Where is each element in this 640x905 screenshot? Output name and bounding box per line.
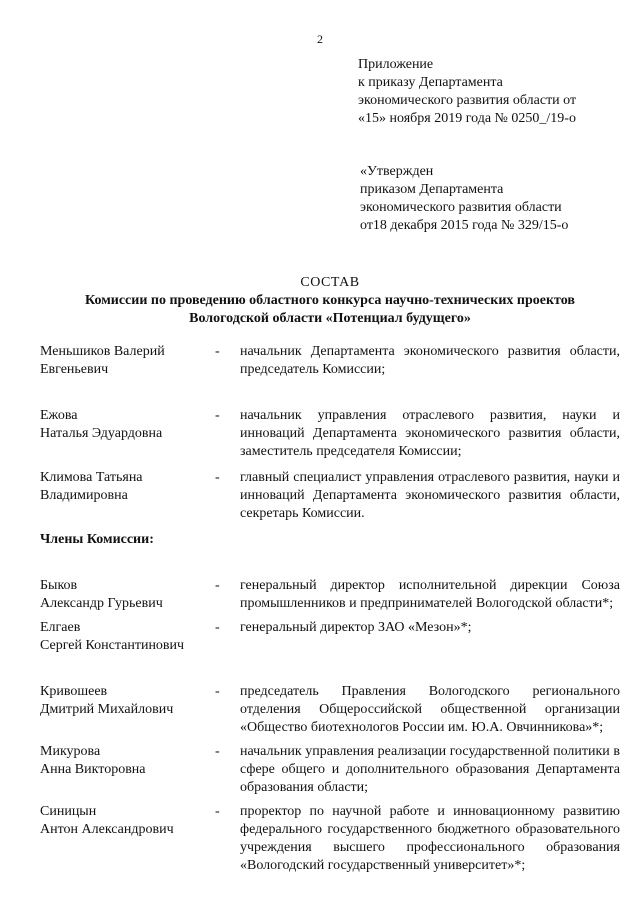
member-role: проректор по научной работе и инновационному развитию федерального государственного бюджетного образовательного учреждения высшего профессионального образования «Вологодский государственный университет»*; bbox=[240, 804, 620, 873]
member-name-line: Климова Татьяна bbox=[40, 470, 143, 485]
member-row bbox=[40, 683, 620, 737]
appendix-line: Приложение bbox=[358, 57, 434, 72]
title-main: СОСТАВ bbox=[300, 275, 360, 290]
member-role: генеральный директор исполнительной дирекции Союза промышленников и предпринимателей Вологодской области*; bbox=[240, 578, 620, 611]
member-dash: - bbox=[215, 344, 220, 359]
approval-line: от18 декабря 2015 года № 329/15-о bbox=[360, 218, 569, 233]
member-row bbox=[40, 743, 620, 797]
approval-reference bbox=[358, 163, 628, 235]
member-dash: - bbox=[215, 804, 220, 819]
member-dash: - bbox=[215, 684, 220, 699]
appendix-line: «15» ноября 2019 года № 0250_/19-о bbox=[358, 111, 576, 126]
member-name-line: Меньшиков Валерий bbox=[40, 344, 165, 359]
member-name-line: Дмитрий Михайлович bbox=[40, 702, 174, 717]
member-dash: - bbox=[215, 744, 220, 759]
member-name-line: Владимировна bbox=[40, 488, 128, 503]
member-name bbox=[40, 577, 215, 613]
member-name-line: Кривошеев bbox=[40, 684, 108, 699]
member-name-line: Евгеньевич bbox=[40, 362, 109, 377]
member-name-line: Александр Гурьевич bbox=[40, 596, 163, 611]
member-name bbox=[40, 469, 215, 523]
member-dash: - bbox=[215, 470, 220, 485]
member-row bbox=[40, 343, 620, 379]
appendix-reference bbox=[358, 56, 628, 128]
page-number: 2 bbox=[317, 32, 323, 46]
member-name-line: Антон Александрович bbox=[40, 822, 174, 837]
member-name-line: Сергей Константинович bbox=[40, 638, 185, 653]
member-name-line: Микурова bbox=[40, 744, 101, 759]
member-name-line: Быков bbox=[40, 578, 78, 593]
member-name-line: Синицын bbox=[40, 804, 97, 819]
member-row bbox=[40, 803, 620, 875]
member-name-line: Ежова bbox=[40, 408, 78, 423]
member-role: начальник Департамента экономического развития области, председатель Комиссии; bbox=[240, 344, 620, 377]
member-row bbox=[40, 469, 620, 523]
member-name bbox=[40, 343, 215, 379]
members-heading: Члены Комиссии: bbox=[40, 532, 154, 547]
appendix-line: экономического развития области от bbox=[358, 93, 577, 108]
commission-members-list bbox=[40, 343, 620, 875]
member-row bbox=[40, 577, 620, 613]
member-name bbox=[40, 743, 215, 797]
member-name-line: Анна Викторовна bbox=[40, 762, 146, 777]
approval-line: «Утвержден bbox=[360, 164, 434, 179]
member-name bbox=[40, 407, 215, 461]
title-subtitle-line2: Вологодской области «Потенциал будущего» bbox=[189, 311, 471, 326]
title-subtitle-line1: Комиссии по проведению областного конкурса научно-технических проектов bbox=[85, 293, 575, 308]
member-row bbox=[40, 407, 620, 461]
member-row bbox=[40, 619, 620, 655]
approval-line: экономического развития области bbox=[360, 200, 562, 215]
appendix-line: к приказу Департамента bbox=[358, 75, 503, 90]
member-name bbox=[40, 619, 215, 655]
member-role: начальник управления отраслевого развития, науки и инноваций Департамента экономического развития области, заместитель председателя Комиссии; bbox=[240, 408, 620, 459]
member-role: начальник управления реализации государственной политики в сфере общего и дополнительного образования Департамента образования области; bbox=[240, 744, 620, 795]
member-name-line: Наталья Эдуардовна bbox=[40, 426, 163, 441]
member-role: председатель Правления Вологодского регионального отделения Общероссийской общественной организации «Общество биотехнологов России им. Ю.А. Овчинникова»*; bbox=[240, 684, 620, 735]
member-name bbox=[40, 683, 215, 737]
approval-line: приказом Департамента bbox=[360, 182, 504, 197]
member-dash: - bbox=[215, 408, 220, 423]
member-dash: - bbox=[215, 620, 220, 635]
member-dash: - bbox=[215, 578, 220, 593]
member-role: генеральный директор ЗАО «Мезон»*; bbox=[240, 620, 472, 635]
member-role: главный специалист управления отраслевого развития, науки и инноваций Департамента экономического развития области, секретарь Комиссии. bbox=[240, 470, 620, 521]
member-name bbox=[40, 803, 215, 875]
member-name-line: Елгаев bbox=[40, 620, 81, 635]
document-title bbox=[40, 274, 620, 328]
